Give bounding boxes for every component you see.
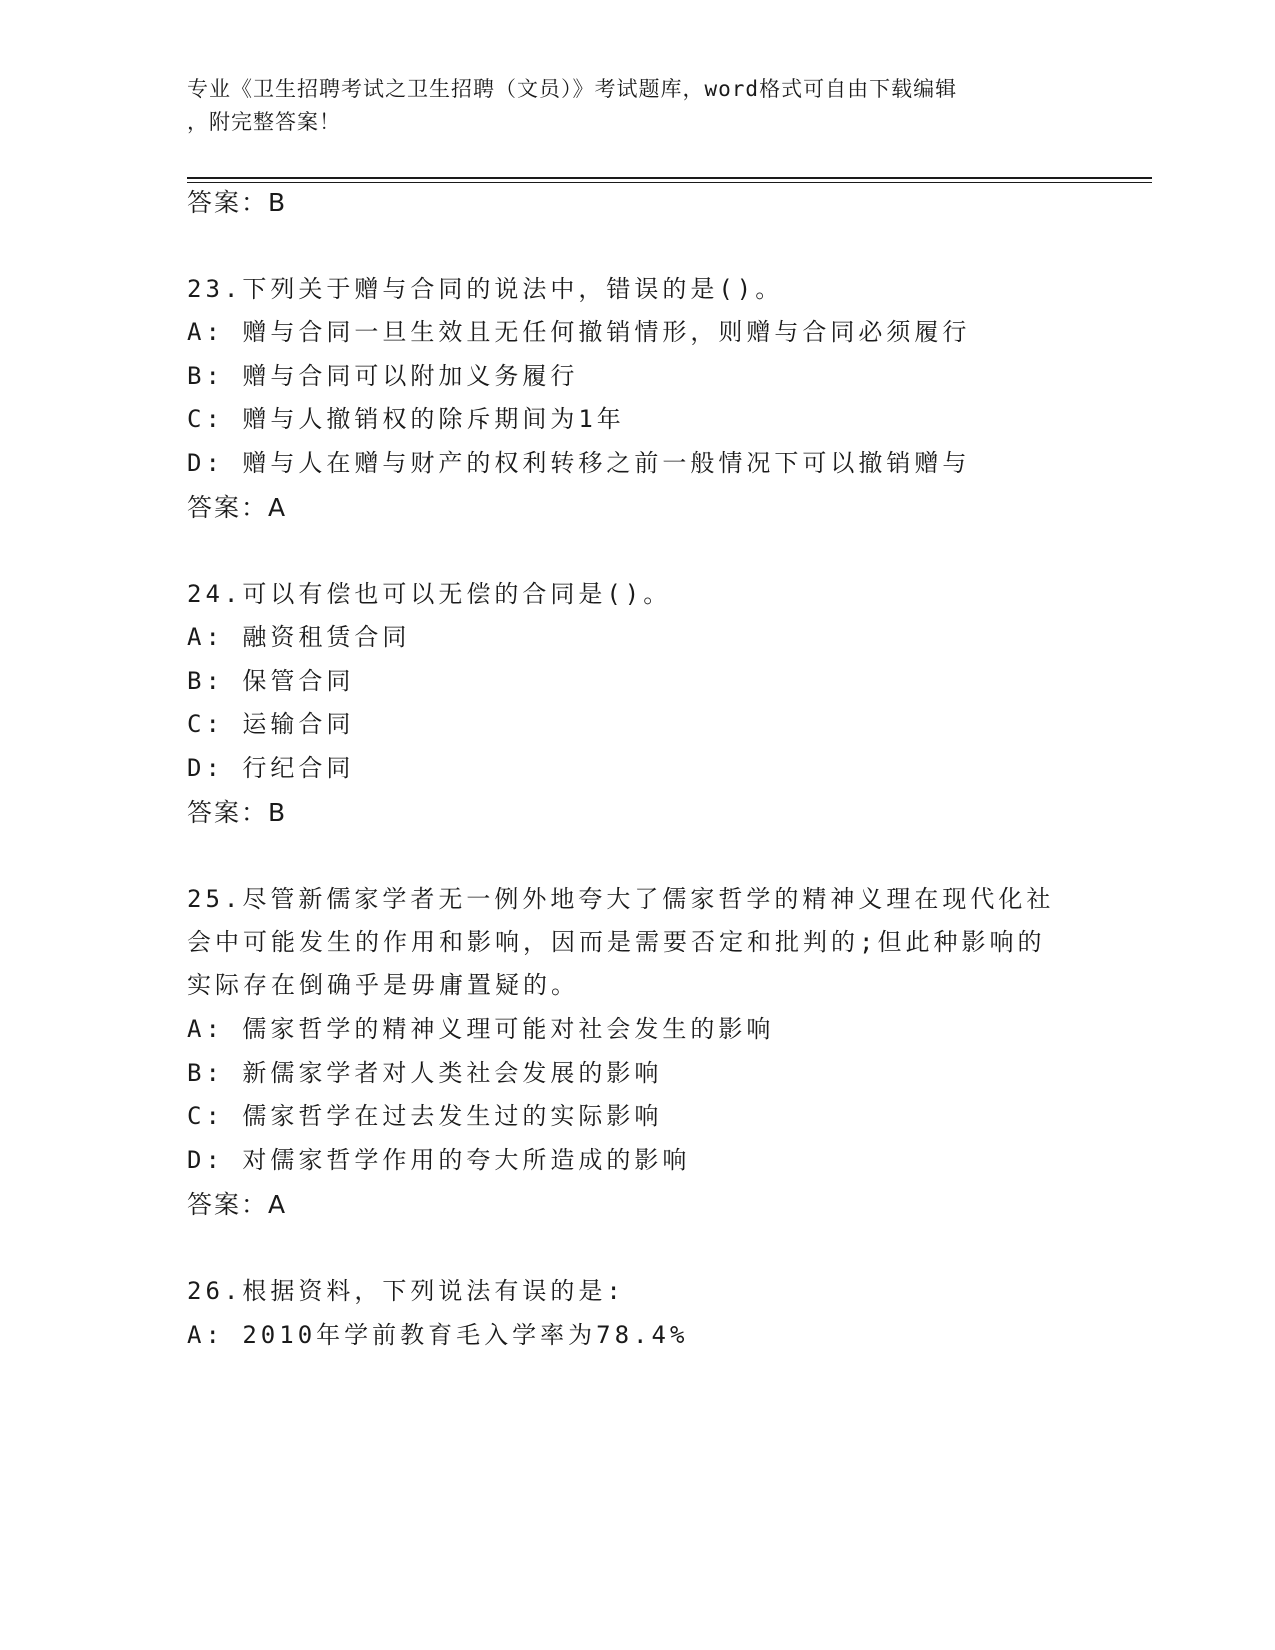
header-divider-thin xyxy=(187,182,1152,183)
question-23-option-c: C: 赠与人撤销权的除斥期间为1年 xyxy=(187,405,625,433)
document-header: 专业《卫生招聘考试之卫生招聘（文员）》考试题库，word格式可自由下载编辑 ，附完整答案！ xyxy=(187,77,958,134)
question-23-option-d: D: 赠与人在赠与财产的权利转移之前一般情况下可以撤销赠与 xyxy=(187,449,971,477)
answer-q22: 答案：B xyxy=(187,188,288,217)
question-25-option-a: A: 儒家哲学的精神义理可能对社会发生的影响 xyxy=(187,1015,775,1043)
question-24-option-d: D: 行纪合同 xyxy=(187,754,355,782)
question-25-text-line-3: 实际存在倒确乎是毋庸置疑的。 xyxy=(187,971,579,999)
question-24-option-b: B: 保管合同 xyxy=(187,667,355,695)
question-25-option-d: D: 对儒家哲学作用的夸大所造成的影响 xyxy=(187,1146,691,1174)
question-24-text: 24.可以有偿也可以无偿的合同是()。 xyxy=(187,580,672,608)
question-25-option-b: B: 新儒家学者对人类社会发展的影响 xyxy=(187,1059,663,1087)
header-divider-thick xyxy=(187,177,1152,179)
question-23-option-b: B: 赠与合同可以附加义务履行 xyxy=(187,362,579,390)
question-24-option-a: A: 融资租赁合同 xyxy=(187,623,411,651)
question-23-text: 23.下列关于赠与合同的说法中，错误的是()。 xyxy=(187,275,784,303)
answer-q23: 答案：A xyxy=(187,493,288,522)
answer-q24: 答案：B xyxy=(187,798,288,827)
question-25-option-c: C: 儒家哲学在过去发生过的实际影响 xyxy=(187,1102,663,1130)
question-25-text-line-2: 会中可能发生的作用和影响，因而是需要否定和批判的;但此种影响的 xyxy=(187,928,1046,956)
answer-q25: 答案：A xyxy=(187,1190,288,1219)
question-23-option-a: A: 赠与合同一旦生效且无任何撤销情形，则赠与合同必须履行 xyxy=(187,318,971,346)
question-26-text: 26.根据资料，下列说法有误的是: xyxy=(187,1277,625,1305)
question-26-option-a: A: 2010年学前教育毛入学率为78.4% xyxy=(187,1321,689,1349)
question-25-text-line-1: 25.尽管新儒家学者无一例外地夸大了儒家哲学的精神义理在现代化社 xyxy=(187,885,1055,913)
question-24-option-c: C: 运输合同 xyxy=(187,710,355,738)
